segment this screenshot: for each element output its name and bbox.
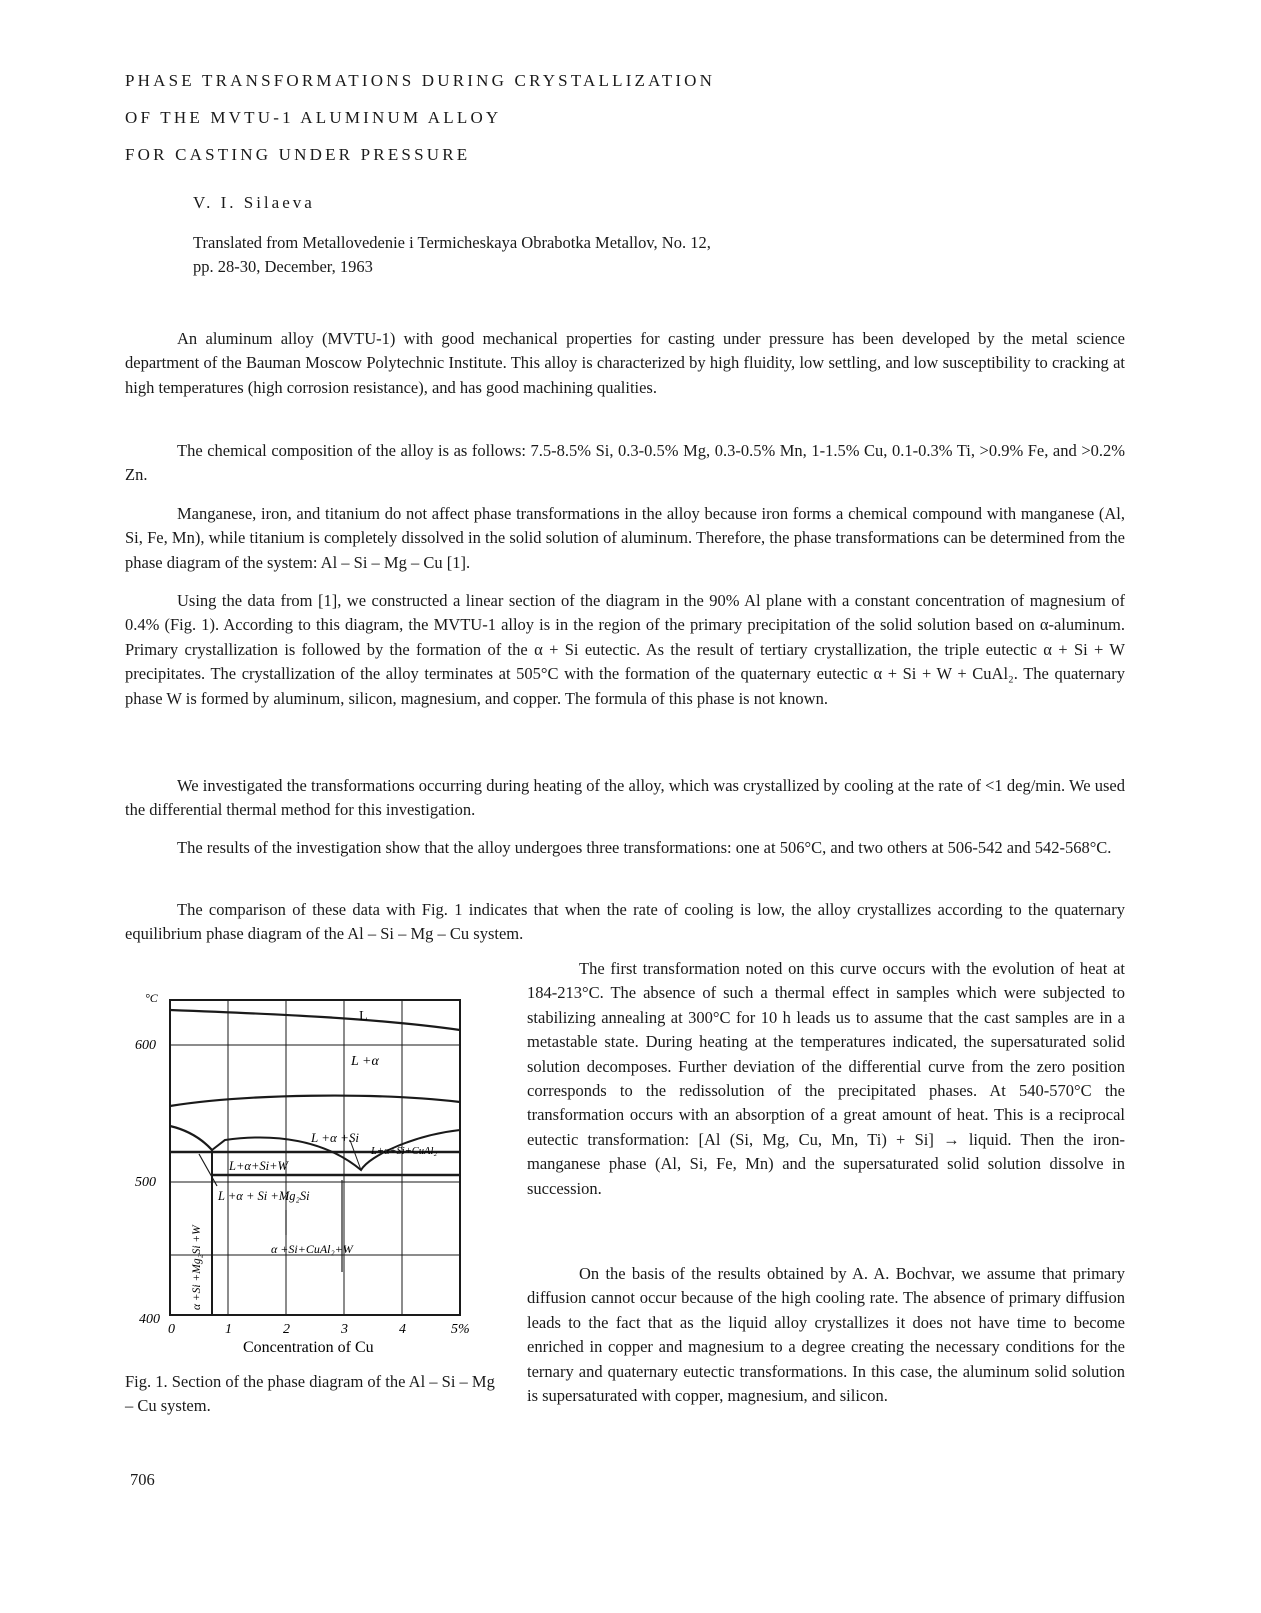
region-l-alpha-si-cual2: L+α+Si+CuAl₂ — [371, 1146, 438, 1157]
phase-diagram — [125, 990, 495, 1360]
page-number: 706 — [130, 1470, 155, 1489]
phase-diagram-figure — [125, 990, 495, 1360]
region-l: L — [359, 1009, 368, 1024]
x-axis-label: Concentration of Cu — [243, 1339, 374, 1356]
liquidus-curve — [170, 1010, 460, 1030]
x-tick-1: 1 — [225, 1322, 232, 1337]
figure-caption: Fig. 1. Section of the phase diagram of the Al – Si – Mg – Cu system. — [125, 1372, 495, 1415]
region-alpha-si-mg2si-w: α +Si +Mg₂Si +W — [191, 1225, 203, 1310]
column-paragraph-1: The first transformation noted on this curve occurs with the evolution of heat at 184-213°C. The absence of such a thermal effect in samples which were subjected to stabilizing annealing at 300°C for 10 h leads us to assume that the cast samples are in a metastable state. During heating at the temperatures indicated, the supersaturated solid solution decomposes. Further deviation of the differential curve from the zero position corresponds to the redissolution of the precipitated phases. At 540-570°C the transformation occurs with an absorption of a great amount of heat. This is a reciprocal eutectic transformation: [Al (Si, Mg, Cu, Mn, Ti) + Si] → liquid. Then the iron-manganese phase (Al, Si, Fe, Mn) and the supersaturated solid solution dissolve in succession. — [527, 959, 1125, 1198]
leader-line — [199, 1154, 217, 1186]
paragraph-7: The comparison of these data with Fig. 1 indicates that when the rate of cooling is low, the alloy crystallizes according to the quaternary equilibrium phase diagram of the Al – Si – Mg – Cu system. — [125, 900, 1125, 944]
paragraph-2: The chemical composition of the alloy is as follows: 7.5-8.5% Si, 0.3-0.5% Mg, 0.3-0.5% Mn, 1-1.5% Cu, 0.1-0.3% Ti, >0.9% Fe, and >0.2% Zn. — [125, 441, 1125, 485]
plot-frame — [170, 1000, 460, 1315]
region-l-alpha-si-w: L+α+Si+W — [229, 1159, 288, 1173]
region-l-alpha-si-mg2si: L +α + Si +Mg₂Si — [218, 1189, 310, 1203]
y-tick-400: 400 — [139, 1312, 160, 1327]
paragraph-6: The results of the investigation show that the alloy undergoes three transformations: one at 506°C, and two others at 506-542 and 542-568°C. — [177, 838, 1112, 857]
translation-note — [193, 231, 913, 279]
region-l-alpha: L +α — [351, 1054, 379, 1069]
region-alpha-si-cual2-w: α +Si+CuAl₂+W — [271, 1242, 353, 1256]
y-tick-500: 500 — [135, 1175, 156, 1190]
paragraph-3: Manganese, iron, and titanium do not affect phase transformations in the alloy because iron forms a chemical compound with manganese (Al, Si, Fe, Mn), while titanium is completely dissolved in the solid solution of aluminum. Therefore, the phase transformations can be determined from the phase diagram of the system: Al – Si – Mg – Cu [1]. — [125, 504, 1125, 572]
column-paragraph-2: On the basis of the results obtained by A. A. Bochvar, we assume that primary diffusion cannot occur because of the high cooling rate. The absence of primary diffusion leads to the fact that as the liquid alloy crystallizes it does not have time to become enriched in copper and magnesium to a degree creating the necessary conditions for the ternary and quaternary eutectic transformations. In this case, the aluminum solid solution is supersaturated with copper, magnesium, and silicon. — [527, 1264, 1125, 1406]
author: V. I. Silaeva — [193, 193, 315, 212]
title-line-3: FOR CASTING UNDER PRESSURE — [125, 145, 471, 164]
region-l-alpha-si: L +α +Si — [311, 1130, 359, 1145]
x-tick-4: 4 — [399, 1322, 406, 1337]
title-line-1: PHASE TRANSFORMATIONS DURING CRYSTALLIZATION — [125, 71, 716, 90]
translation-note-line-2: pp. 28-30, December, 1963 — [193, 257, 373, 276]
ternary-boundary-left — [170, 1126, 212, 1150]
alpha-si-boundary — [170, 1096, 460, 1106]
x-tick-5: 5% — [451, 1322, 470, 1337]
paragraph-1: An aluminum alloy (MVTU-1) with good mechanical properties for casting under pressure has been developed by the metal science department of the Bauman Moscow Polytechnic Institute. This alloy is characterized by high fluidity, low settling, and low susceptibility to cracking at high temperatures (high corrosion resistance), and has good machining qualities. — [125, 329, 1125, 397]
x-tick-3: 3 — [341, 1322, 348, 1337]
translation-note-line-1: Translated from Metallovedenie i Termicheskaya Obrabotka Metallov, No. 12, — [193, 233, 711, 252]
paragraph-4: Using the data from [1], we constructed a linear section of the diagram in the 90% Al plane with a constant concentration of magnesium of 0.4% (Fig. 1). According to this diagram, the MVTU-1 alloy is in the region of the primary precipitation of the solid solution based on α-aluminum. Primary crystallization is followed by the formation of the α + Si eutectic. As the result of tertiary crystallization, the triple eutectic α + Si + W precipitates. The crystallization of the alloy terminates at 505°C with the formation of the quaternary eutectic α + Si + W + CuAl₂. The quaternary phase W is formed by aluminum, silicon, magnesium, and copper. The formula of this phase is not known. — [125, 591, 1125, 708]
paragraph-5: We investigated the transformations occurring during heating of the alloy, which was crystallized by cooling at the rate of <1 deg/min. We used the differential thermal method for this investigation. — [125, 776, 1125, 820]
y-unit-label: °C — [145, 991, 158, 1005]
title-line-2: OF THE MVTU-1 ALUMINUM ALLOY — [125, 108, 502, 127]
y-tick-600: 600 — [135, 1038, 156, 1053]
x-tick-0: 0 — [168, 1322, 175, 1337]
x-tick-2: 2 — [283, 1322, 290, 1337]
